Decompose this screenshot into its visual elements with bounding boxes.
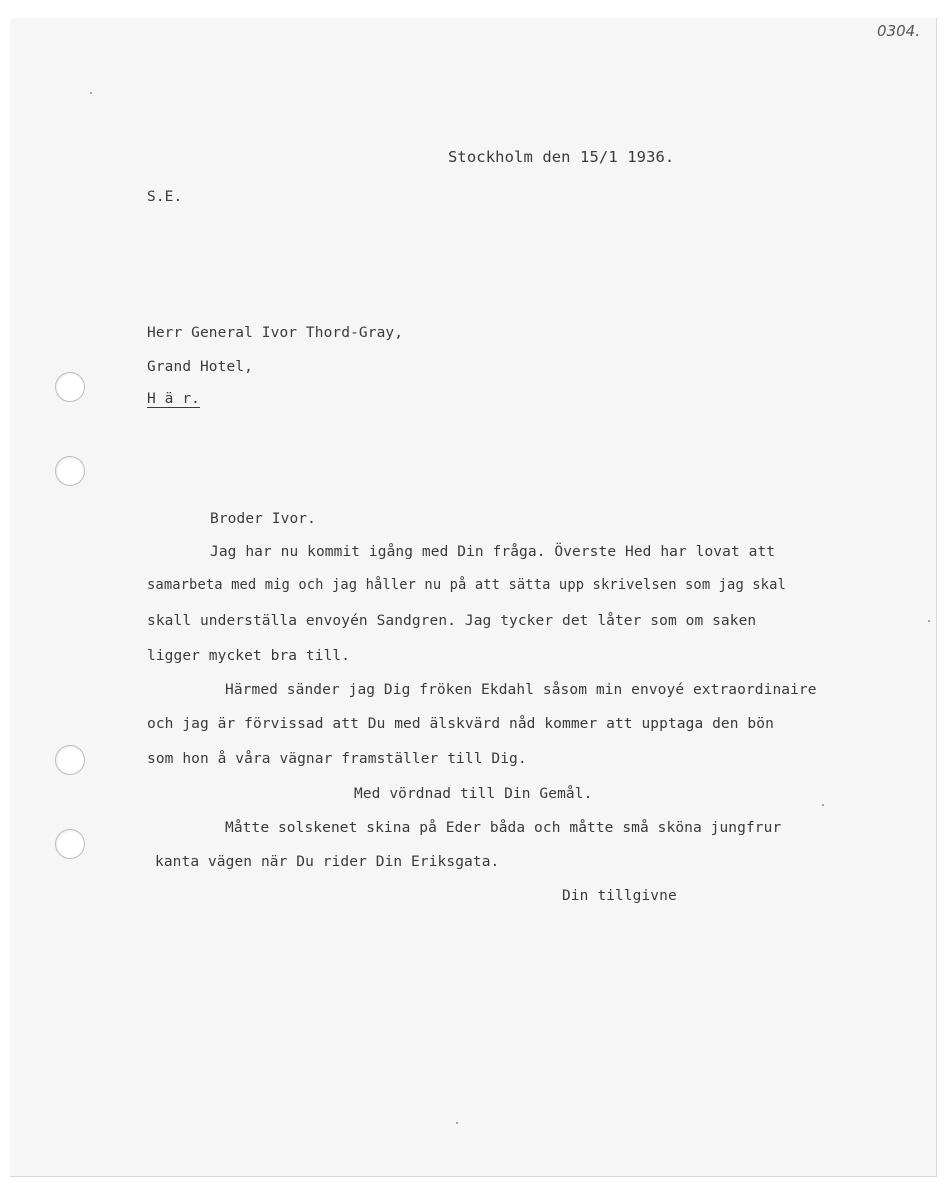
punch-hole-1 bbox=[55, 372, 85, 402]
archive-number: 0304. bbox=[877, 22, 920, 40]
body-line-9: Måtte solskenet skina på Eder båda och måtte små sköna jungfrur bbox=[225, 820, 782, 836]
paper-speck bbox=[822, 804, 824, 806]
paper-speck bbox=[90, 92, 92, 94]
closing: Din tillgivne bbox=[562, 888, 677, 904]
addressee-name: Herr General Ivor Thord-Gray, bbox=[147, 325, 404, 341]
addressee-place: H ä r. bbox=[147, 391, 200, 407]
body-line-4: ligger mycket bra till. bbox=[147, 648, 351, 664]
body-line-10: kanta vägen när Du rider Din Eriksgata. bbox=[155, 854, 500, 870]
date-line: Stockholm den 15/1 1936. bbox=[448, 148, 675, 166]
body-line-7: som hon å våra vägnar framställer till Dig. bbox=[147, 751, 527, 767]
punch-hole-4 bbox=[55, 829, 85, 859]
body-line-3: skall underställa envoyén Sandgren. Jag tycker det låter som om saken bbox=[147, 613, 757, 629]
punch-hole-2 bbox=[55, 456, 85, 486]
body-line-8: Med vördnad till Din Gemål. bbox=[354, 786, 593, 802]
greeting: Broder Ivor. bbox=[210, 511, 316, 527]
letter-sheet bbox=[10, 18, 937, 1177]
punch-hole-3 bbox=[55, 745, 85, 775]
paper-speck bbox=[456, 1122, 458, 1124]
salutation-abbrev: S.E. bbox=[147, 189, 183, 205]
paper-speck bbox=[928, 620, 930, 622]
body-line-6: och jag är förvissad att Du med älskvärd nåd kommer att upptaga den bön bbox=[147, 716, 774, 732]
body-line-1: Jag har nu kommit igång med Din fråga. Överste Hed har lovat att bbox=[210, 544, 776, 560]
body-line-2: samarbeta med mig och jag håller nu på att sätta upp skrivelsen som jag skal bbox=[147, 577, 786, 593]
body-line-5: Härmed sänder jag Dig fröken Ekdahl såsom min envoyé extraordinaire bbox=[225, 682, 817, 698]
addressee-hotel: Grand Hotel, bbox=[147, 359, 253, 375]
